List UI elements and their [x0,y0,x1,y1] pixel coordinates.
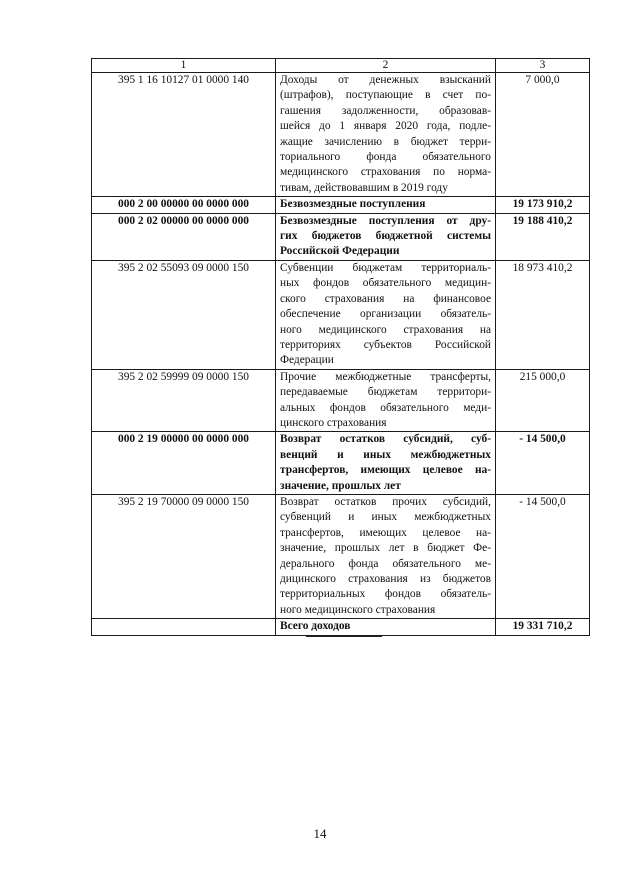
description-line: значение, прошлых лет [280,479,401,492]
income-description [276,197,496,213]
description-line: Российской Федерации [280,245,400,258]
table-row [92,494,590,618]
budget-code: 000 2 00 00000 00 0000 000 [92,197,276,213]
description-line: ного медицинского страхования на [280,323,491,336]
budget-code [92,619,276,635]
description-line: ского страхования на финансовое [280,292,491,305]
amount-value: 19 188 410,2 [496,213,590,260]
description-line: цинского страхования [280,416,387,429]
description-line: Субвенции бюджетам территориаль- [280,261,491,274]
income-description [276,619,496,635]
description-line: обеспечение организации обязатель- [280,308,491,321]
table-row [92,432,590,495]
description-line: дерального фонда обязательного ме- [280,557,491,570]
budget-code: 000 2 02 00000 00 0000 000 [92,213,276,260]
table-row [92,260,590,369]
column-header-1: 1 [92,59,276,73]
description-line: ного медицинского страхования [280,603,436,616]
amount-value: 18 973 410,2 [496,260,590,369]
description-line: субвенций и иных межбюджетных [280,511,491,524]
description-line: Возврат остатков прочих субсидий, [280,495,491,508]
table-row [92,197,590,213]
description-line: дицинского страхования из бюджетов [280,573,491,585]
description-line: Безвозмездные поступления [280,198,426,211]
amount-value: - 14 500,0 [496,432,590,495]
amount-value: 19 331 710,2 [496,619,590,635]
amount-value: 215 000,0 [496,369,590,432]
page-number: 14 [313,826,327,841]
description-line: ториального фонда обязательного [280,151,491,164]
budget-code: 395 2 19 70000 09 0000 150 [92,494,276,618]
description-line: территориальных фондов обязатель- [280,588,491,601]
description-line: Прочие межбюджетные трансферты, [280,370,491,383]
income-description [276,260,496,369]
description-line: ных фондов обязательного медицин- [280,277,491,290]
description-line: территориях субъектов Российской [280,338,491,351]
column-header-2: 2 [276,59,496,73]
table-row [92,73,590,197]
description-line: медицинского страхования по норма- [280,166,491,179]
description-line: альных фондов обязательного меди- [280,401,491,414]
budget-code: 395 2 02 55093 09 0000 150 [92,260,276,369]
budget-code: 000 2 19 00000 00 0000 000 [92,432,276,495]
income-description [276,494,496,618]
amount-value: 7 000,0 [496,73,590,197]
budget-code: 395 1 16 10127 01 0000 140 [92,73,276,197]
column-header-3: 3 [496,59,590,73]
description-line: гих бюджетов бюджетной системы [280,230,491,243]
description-line: Возврат остатков субсидий, суб- [280,433,491,446]
revenue-table [91,58,590,636]
budget-code: 395 2 02 59999 09 0000 150 [92,369,276,432]
table-header-row [92,59,590,73]
income-description [276,432,496,495]
description-line: трансфертов, имеющих целевое на- [280,464,491,477]
description-line: венций и иных межбюджетных [280,448,491,461]
income-description [276,369,496,432]
description-line: шейся до 1 января 2020 года, подле- [280,120,491,133]
separator-line [306,636,382,637]
description-line: Всего доходов [280,620,351,633]
amount-value: 19 173 910,2 [496,197,590,213]
description-line: значение, прошлых лет в бюджет Фе- [280,542,491,555]
income-description [276,213,496,260]
description-line: трансфертов, имеющих целевое на- [280,526,491,539]
description-line: тивам, действовавшим в 2019 году [280,181,448,194]
table-body [92,73,590,636]
description-line: передаваемые бюджетам территори- [280,386,491,399]
description-line: Безвозмездные поступления от дру- [280,214,491,227]
table-row [92,369,590,432]
description-line: жащие зачислению в бюджет терри- [280,135,491,148]
table-row [92,619,590,635]
description-line: (штрафов), поступающие в счет по- [280,89,491,102]
description-line: Доходы от денежных взысканий [280,74,491,86]
table-row [92,213,590,260]
income-description [276,73,496,197]
description-line: гашения задолженности, образовав- [280,104,491,117]
description-line: Федерации [280,354,334,367]
amount-value: - 14 500,0 [496,494,590,618]
